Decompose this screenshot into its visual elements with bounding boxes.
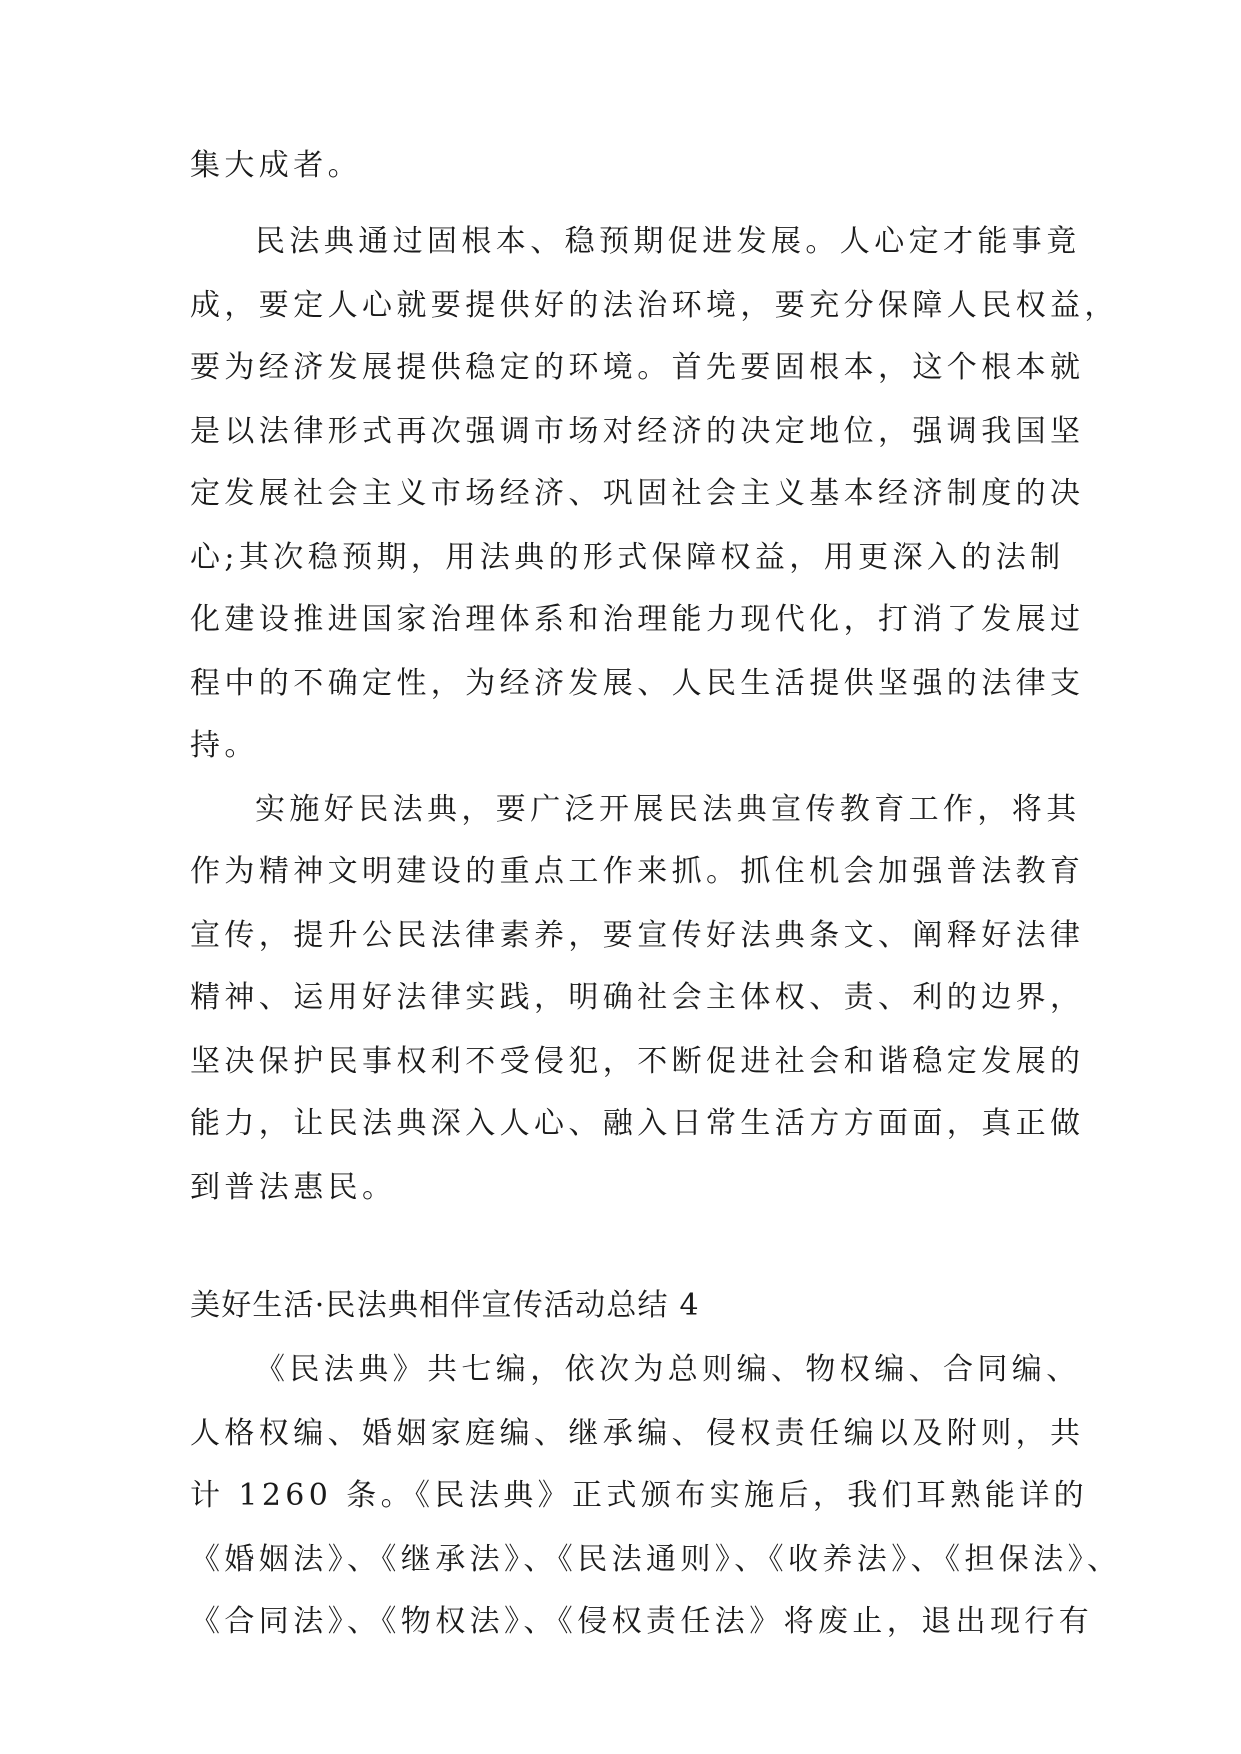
paragraph-line: 是以法律形式再次强调市场对经济的决定地位，强调我国坚 [190,414,1085,449]
paragraph-line: 持。 [190,728,259,763]
paragraph-line: 定发展社会主义市场经济、巩固社会主义基本经济制度的决 [190,476,1085,511]
paragraph-line: 作为精神文明建设的重点工作来抓。抓住机会加强普法教育 [190,854,1085,889]
paragraph-line: 精神、运用好法律实践，明确社会主体权、责、利的边界， [190,980,1085,1015]
paragraph-line: 坚决保护民事权利不受侵犯，不断促进社会和谐稳定发展的 [190,1044,1085,1079]
paragraph-line: 化建设推进国家治理体系和治理能力现代化，打消了发展过 [190,602,1085,637]
paragraph-line: 《民法典》共七编，依次为总则编、物权编、合同编、 [255,1352,1081,1387]
paragraph-line: 程中的不确定性，为经济发展、人民生活提供坚强的法律支 [190,666,1085,701]
paragraph-line: 宣传，提升公民法律素养，要宣传好法典条文、阐释好法律 [190,918,1085,953]
paragraph-line: 《合同法》、《物权法》、《侵权责任法》将废止，退出现行有 [190,1604,1094,1639]
paragraph-line: 人格权编、婚姻家庭编、继承编、侵权责任编以及附则，共 [190,1416,1085,1451]
paragraph-line: 到普法惠民。 [190,1170,397,1205]
paragraph-line: 计 1260 条。《民法典》正式颁布实施后，我们耳熟能详的 [190,1478,1089,1513]
paragraph-line: 要为经济发展提供稳定的环境。首先要固根本，这个根本就 [190,350,1085,385]
paragraph-line: 民法典通过固根本、稳预期促进发展。人心定才能事竟 [255,224,1081,259]
paragraph-line: 集大成者。 [190,148,362,183]
paragraph-line: 《婚姻法》、《继承法》、《民法通则》、《收养法》、《担保法》、 [190,1542,1122,1577]
paragraph-line: 能力，让民法典深入人心、融入日常生活方方面面，真正做 [190,1106,1085,1141]
section-heading: 美好生活·民法典相伴宣传活动总结 4 [190,1288,700,1323]
paragraph-line: 实施好民法典，要广泛开展民法典宣传教育工作，将其 [255,792,1081,827]
paragraph-line: 成，要定人心就要提供好的法治环境，要充分保障人民权益， [190,288,1119,323]
paragraph-line: 心;其次稳预期，用法典的形式保障权益，用更深入的法制 [190,540,1065,575]
